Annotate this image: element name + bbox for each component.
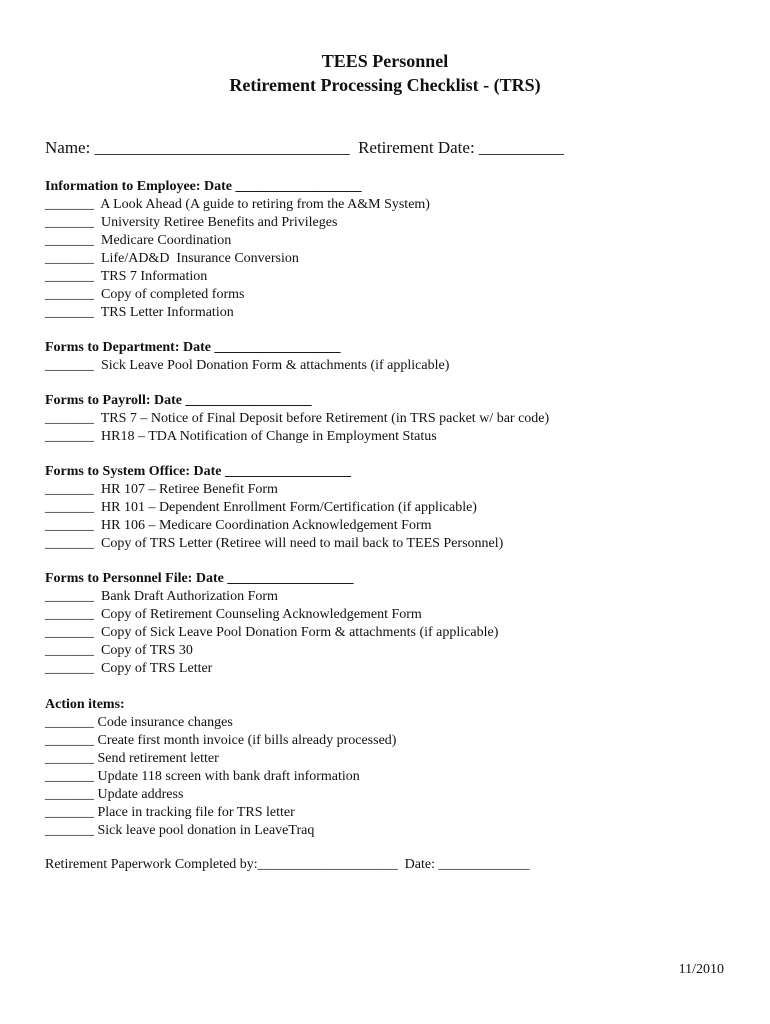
completed-by-line: Retirement Paperwork Completed by:____________________ Date: _____________ [45, 857, 530, 872]
checklist-item: _______ Copy of Sick Leave Pool Donation Form & attachments (if applicable) [45, 625, 499, 640]
checklist-item: _______ Sick Leave Pool Donation Form & attachments (if applicable) [45, 358, 450, 373]
checklist-item: _______ A Look Ahead (A guide to retiring from the A&M System) [45, 197, 430, 212]
checklist-item: _______ HR 107 – Retiree Benefit Form [45, 482, 278, 497]
checklist-item: _______ Send retirement letter [45, 751, 219, 766]
section-heading: Forms to Department: Date __________________ [45, 340, 341, 355]
checklist-item: _______ Create first month invoice (if bills already processed) [45, 733, 397, 748]
section-heading: Action items: [45, 697, 125, 712]
checklist-item: _______ TRS 7 Information [45, 269, 208, 284]
revision-date: 11/2010 [678, 962, 724, 977]
checklist-item: _______ TRS Letter Information [45, 305, 234, 320]
section-heading: Forms to Payroll: Date __________________ [45, 393, 312, 408]
checklist-item: _______ Copy of TRS Letter (Retiree will need to mail back to TEES Personnel) [45, 536, 504, 551]
section-action-items [45, 696, 396, 840]
checklist-item: _______ Copy of Retirement Counseling Acknowledgement Form [45, 607, 422, 622]
section-information-to-employee [45, 178, 430, 322]
section-forms-to-personnel-file [45, 570, 498, 678]
section-heading: Information to Employee: Date __________________ [45, 179, 362, 194]
checklist-item: _______ HR 101 – Dependent Enrollment Form/Certification (if applicable) [45, 500, 477, 515]
retirement-date-field-label: Retirement Date: __________ [358, 138, 564, 157]
checklist-item: _______ Bank Draft Authorization Form [45, 589, 278, 604]
section-forms-to-department [45, 339, 449, 375]
checklist-item: _______ Medicare Coordination [45, 233, 232, 248]
checklist-item: _______ Sick leave pool donation in LeaveTraq [45, 823, 315, 838]
checklist-item: _______ HR18 – TDA Notification of Change in Employment Status [45, 429, 437, 444]
checklist-item: _______ Copy of completed forms [45, 287, 245, 302]
document-subtitle: Retirement Processing Checklist - (TRS) [229, 75, 541, 95]
checklist-item: _______ TRS 7 – Notice of Final Deposit before Retirement (in TRS packet w/ bar code) [45, 411, 550, 426]
name-date-row [45, 137, 564, 159]
checklist-item: _______ Copy of TRS 30 [45, 643, 193, 658]
section-forms-to-payroll [45, 392, 549, 446]
checklist-item: _______ University Retiree Benefits and Privileges [45, 215, 338, 230]
checklist-item: _______ HR 106 – Medicare Coordination Acknowledgement Form [45, 518, 432, 533]
section-heading: Forms to System Office: Date __________________ [45, 464, 351, 479]
section-heading: Forms to Personnel File: Date __________________ [45, 571, 354, 586]
checklist-item: _______ Update 118 screen with bank draft information [45, 769, 360, 784]
checklist-item: _______ Code insurance changes [45, 715, 233, 730]
checklist-item: _______ Update address [45, 787, 184, 802]
section-forms-to-system-office [45, 463, 503, 553]
document-title: TEES Personnel [321, 51, 449, 71]
checklist-item: _______ Life/AD&D Insurance Conversion [45, 251, 299, 266]
checklist-item: _______ Copy of TRS Letter [45, 661, 213, 676]
checklist-item: _______ Place in tracking file for TRS letter [45, 805, 295, 820]
name-field-label: Name: ______________________________ [45, 138, 350, 157]
